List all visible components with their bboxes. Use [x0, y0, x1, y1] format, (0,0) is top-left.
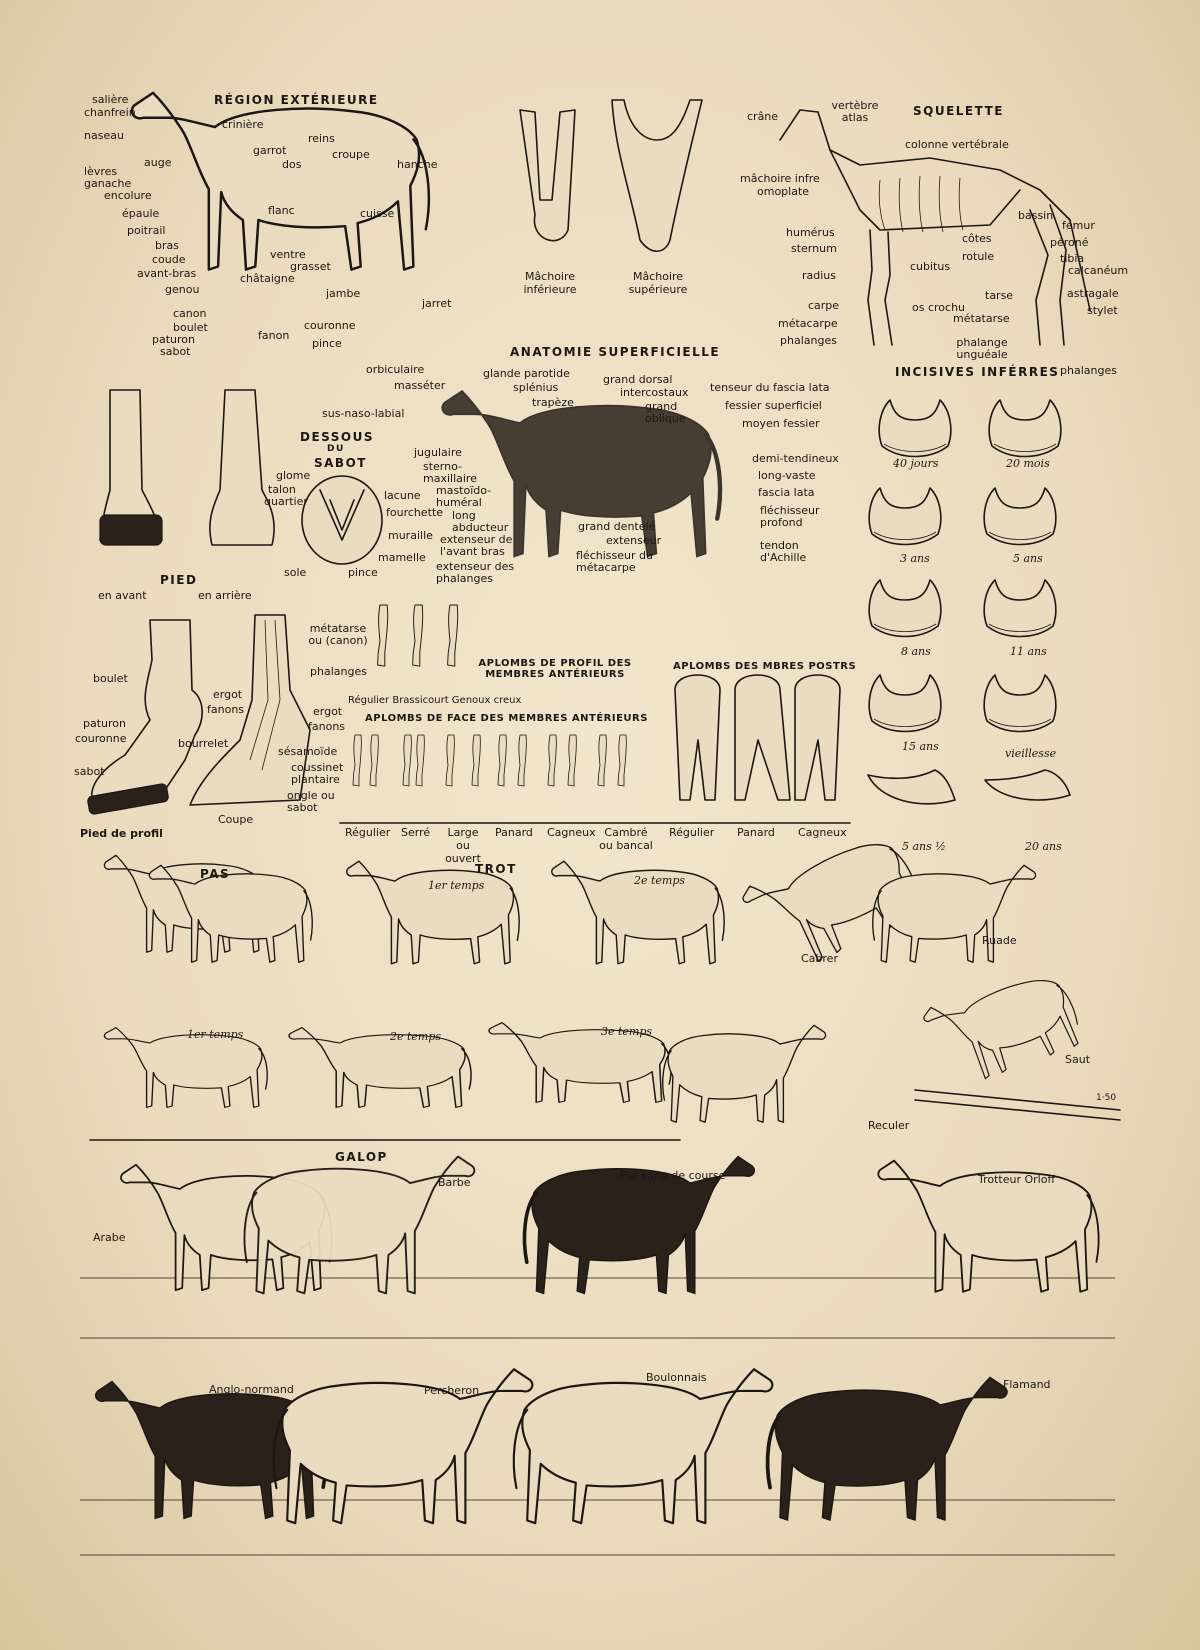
label: colonne vertébrale	[905, 138, 1009, 151]
age-label: 5 ans	[1013, 552, 1043, 565]
label: tenseur du fascia lata	[710, 381, 830, 394]
age-label: 11 ans	[1010, 645, 1047, 658]
pied-front-caption: en avant	[98, 589, 147, 602]
label: paturon	[83, 717, 126, 730]
label: tarse	[985, 289, 1014, 302]
label: crinière	[222, 118, 264, 131]
label: muraille	[388, 529, 433, 542]
label: fléchisseur du métacarpe	[576, 549, 653, 574]
pied-drawing	[100, 390, 274, 545]
label: phalanges	[1060, 364, 1117, 377]
label: salière	[92, 93, 129, 106]
title-aplombs-face: APLOMBS DE FACE DES MEMBRES ANTÉRIEURS	[365, 713, 648, 724]
label: splénius	[513, 381, 559, 394]
title-superficial: ANATOMIE SUPERFICIELLE	[510, 345, 721, 359]
label: jugulaire	[414, 446, 462, 459]
label: phalanges	[780, 334, 837, 347]
label: extenseur	[606, 534, 662, 547]
label: bassin	[1018, 209, 1054, 222]
caption: Régulier	[669, 826, 715, 839]
label: ongle ou sabot	[287, 789, 335, 814]
breed-label: Trotteur Orloff	[978, 1173, 1056, 1186]
title-pas: PAS	[200, 867, 231, 881]
label: tibia	[1060, 252, 1085, 265]
age-label: 5 ans ½	[902, 840, 946, 853]
label: ergot	[213, 688, 243, 701]
title-trot: TROT	[475, 862, 517, 876]
label: boulet	[93, 672, 128, 685]
label: pince	[312, 337, 342, 350]
galop-3-label: 3e temps	[601, 1025, 653, 1038]
breed-label: Arabe	[93, 1231, 126, 1244]
label: boulet	[173, 321, 208, 334]
caption: Cambré ou bancal	[599, 826, 653, 852]
height-label: 1·50	[1096, 1093, 1117, 1103]
label: extenseur de l'avant bras	[440, 533, 513, 558]
title-hoof-3: SABOT	[314, 456, 367, 470]
label: grand dentelé	[578, 520, 656, 533]
label: couronne	[304, 319, 356, 332]
label: moyen fessier	[742, 417, 820, 430]
breed-label: Flamand	[1003, 1378, 1051, 1391]
gaits-row1-drawing	[104, 822, 1035, 979]
caption: Large ou ouvert	[445, 826, 481, 865]
breed-label: Boulonnais	[646, 1371, 707, 1384]
trot-1-label: 1er temps	[428, 879, 485, 892]
breeds-row2-drawing	[80, 1369, 1115, 1555]
label: côtes	[962, 232, 992, 245]
label: sésamoïde	[278, 745, 338, 758]
label: cuisse	[360, 207, 395, 220]
label: trapèze	[532, 396, 574, 409]
label: grasset	[290, 260, 331, 273]
label: calcanéum	[1068, 264, 1129, 277]
title-aplombs-hind: APLOMBS DES MBRES POSTRS	[673, 661, 857, 672]
label: phalange unguéale	[956, 336, 1008, 361]
label: grand oblique	[645, 400, 686, 425]
label: masséter	[394, 379, 446, 392]
age-label: 20 ans	[1025, 840, 1062, 853]
label: orbiculaire	[366, 363, 425, 376]
caption: Serré	[401, 826, 431, 839]
pied-back-caption: en arrière	[198, 589, 252, 602]
label: croupe	[332, 148, 370, 161]
galop-1-label: 1er temps	[187, 1028, 244, 1041]
label: lèvres	[84, 165, 118, 178]
label: sabot	[160, 345, 191, 358]
label: garrot	[253, 144, 287, 157]
label: jambe	[326, 287, 361, 300]
label: fémur	[1062, 219, 1095, 232]
hoof-underside-drawing	[302, 476, 382, 564]
label: paturon	[152, 333, 195, 346]
title-exterior: RÉGION EXTÉRIEURE	[214, 93, 379, 107]
title-hoof-2: DU	[327, 444, 345, 454]
label: métacarpe	[778, 317, 838, 330]
label: bourrelet	[178, 737, 229, 750]
label: crâne	[747, 110, 779, 123]
label: demi-tendineux	[752, 452, 839, 465]
label: dos	[282, 158, 302, 171]
label: sus-naso-labial	[322, 407, 405, 420]
label: fanons	[207, 703, 245, 716]
label: quartier	[264, 495, 308, 508]
label: ventre	[270, 248, 306, 261]
label: flanc	[268, 204, 295, 217]
jaws-drawing	[520, 100, 702, 251]
label: phalanges	[310, 665, 367, 678]
jaw-lower-caption: Mâchoire inférieure	[523, 270, 577, 296]
label: couronne	[75, 732, 127, 745]
label: bras	[155, 239, 179, 252]
aplombs-profile-captions: Régulier Brassicourt Genoux creux	[348, 695, 522, 706]
label: mastoïdo-huméral	[436, 484, 492, 509]
label: métatarse ou (canon)	[308, 622, 368, 647]
age-label: 20 mois	[1006, 457, 1050, 470]
label: hanche	[397, 158, 438, 171]
label: carpe	[808, 299, 840, 312]
label: lacune	[384, 489, 421, 502]
label: sternum	[791, 242, 837, 255]
label: omoplate	[757, 185, 810, 198]
aplombs-profile-drawing	[378, 605, 458, 666]
label: talon	[268, 483, 296, 496]
reculer-label: Reculer	[868, 1119, 910, 1132]
label: jarret	[422, 297, 452, 310]
label: stylet	[1087, 304, 1118, 317]
breed-label: Percheron	[424, 1384, 480, 1397]
gaits-row2-drawing	[90, 962, 1120, 1140]
label: radius	[802, 269, 837, 282]
label: chanfrein	[84, 106, 136, 119]
title-skeleton: SQUELETTE	[913, 104, 1004, 118]
label: extenseur des phalanges	[436, 560, 515, 585]
label: cubitus	[910, 260, 951, 273]
caption: Cagneux	[547, 826, 596, 839]
label: canon	[173, 307, 207, 320]
label: mâchoire infre	[740, 172, 820, 185]
label: reins	[308, 132, 335, 145]
caption: Panard	[495, 826, 533, 839]
label: avant-bras	[137, 267, 197, 280]
breed-label: Pur sang de course	[620, 1169, 726, 1182]
label: fanons	[308, 720, 346, 733]
title-pied: PIED	[160, 573, 198, 587]
section-cut-caption: Coupe	[218, 813, 254, 826]
label: naseau	[84, 129, 124, 142]
label: intercostaux	[620, 386, 689, 399]
title-incisors: INCISIVES INFÉRRES	[895, 365, 1060, 379]
label: coussinet plantaire	[291, 761, 344, 786]
label: tendon d'Achille	[760, 539, 807, 564]
label: os crochu	[912, 301, 966, 314]
label: encolure	[104, 189, 152, 202]
label: long abducteur	[452, 509, 509, 534]
label: fascia lata	[758, 486, 815, 499]
label: sole	[284, 566, 307, 579]
label: rotule	[962, 250, 995, 263]
caption: Cagneux	[798, 826, 847, 839]
saut-label: Saut	[1065, 1053, 1091, 1066]
age-label: vieillesse	[1005, 747, 1057, 760]
age-label: 8 ans	[901, 645, 931, 658]
title-galop: GALOP	[335, 1150, 388, 1164]
caption: Panard	[737, 826, 775, 839]
trot-2-label: 2e temps	[634, 874, 686, 887]
label: fessier superficiel	[725, 399, 822, 412]
label: péroné	[1050, 236, 1089, 249]
label: fanon	[258, 329, 290, 342]
label: coude	[152, 253, 186, 266]
breed-label: Barbe	[438, 1176, 471, 1189]
label: astragale	[1067, 287, 1119, 300]
label: genou	[165, 283, 200, 296]
profile-foot-caption: Pied de profil	[80, 827, 163, 840]
label: poitrail	[127, 224, 166, 237]
label: fléchisseur profond	[760, 504, 820, 529]
label: long-vaste	[758, 469, 816, 482]
title-aplombs-profile: APLOMBS DE PROFIL DES MEMBRES ANTÉRIEURS	[478, 658, 632, 680]
label: châtaigne	[240, 272, 295, 285]
breeds-row1-drawing	[80, 1157, 1115, 1338]
title-hoof-1: DESSOUS	[300, 430, 374, 444]
label: humérus	[786, 226, 835, 239]
label: sterno-maxillaire	[423, 460, 477, 485]
label: ergot	[313, 705, 343, 718]
age-label: 15 ans	[902, 740, 939, 753]
label: métatarse	[953, 312, 1010, 325]
cabrer-label: Cabrer	[801, 952, 838, 965]
label: vertèbre atlas	[831, 99, 879, 124]
label: glande parotide	[483, 367, 570, 380]
label: glome	[276, 469, 311, 482]
breed-label: Anglo-normand	[209, 1383, 294, 1396]
label: fourchette	[386, 506, 444, 519]
ruade-label: Ruade	[982, 934, 1017, 947]
label: pince	[348, 566, 378, 579]
aplombs-face-drawing	[353, 735, 626, 786]
caption: Régulier	[345, 826, 391, 839]
age-label: 3 ans	[900, 552, 930, 565]
label: sabot	[74, 765, 105, 778]
age-label: 40 jours	[893, 457, 939, 470]
galop-2-label: 2e temps	[390, 1030, 442, 1043]
label: ganache	[84, 177, 132, 190]
label: épaule	[122, 207, 160, 220]
label: auge	[144, 156, 172, 169]
label: grand dorsal	[603, 373, 673, 386]
jaw-upper-caption: Mâchoire supérieure	[628, 270, 688, 296]
label: mamelle	[378, 551, 426, 564]
